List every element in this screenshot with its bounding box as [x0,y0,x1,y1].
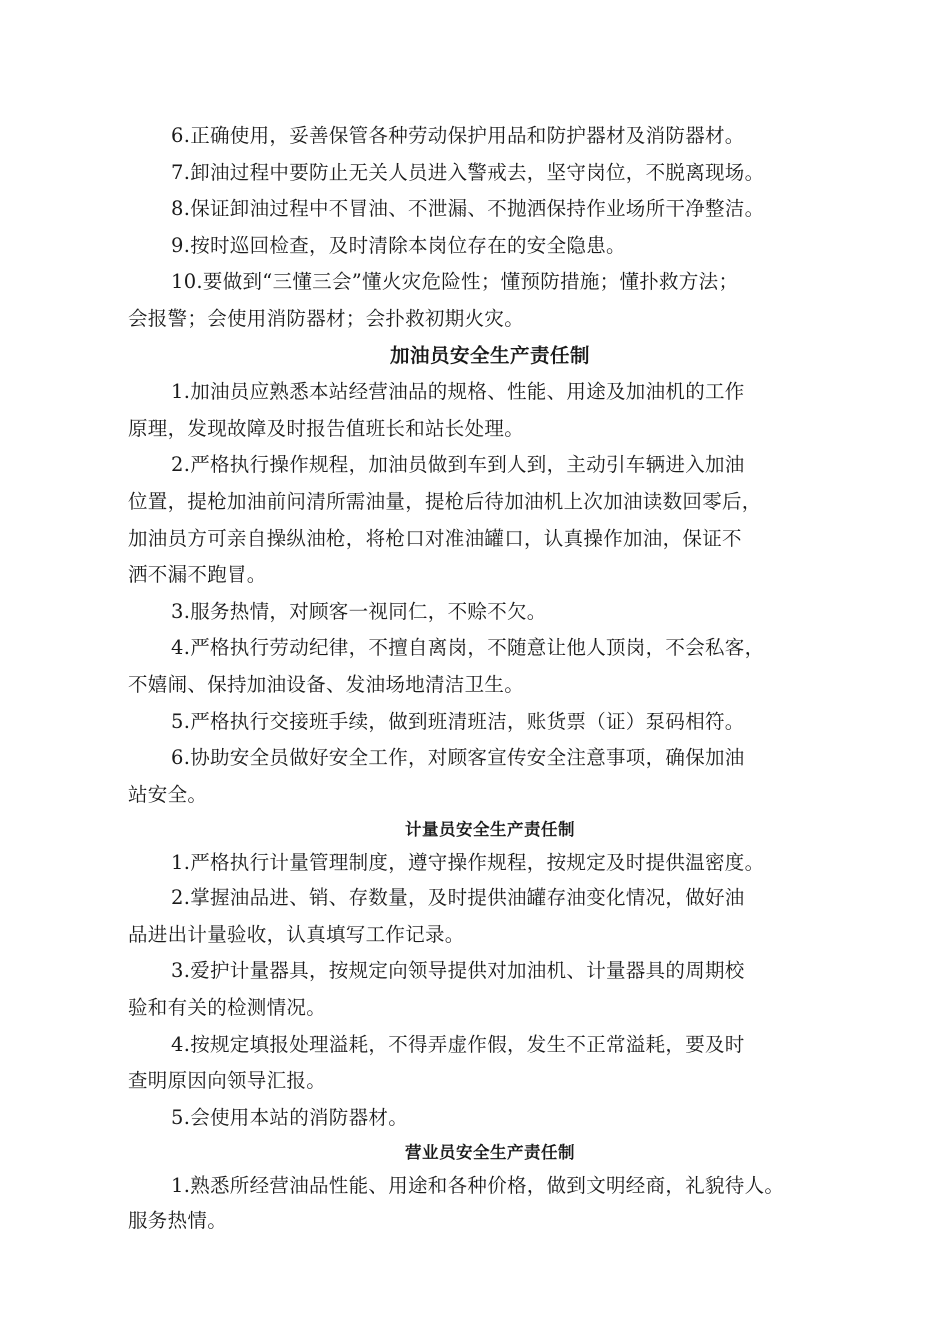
paragraph-line: 位置，提枪加油前问清所需油量，提枪后待加油机上次加油读数回零后， [128,489,762,513]
paragraph-line: 洒不漏不跑冒。 [128,563,267,587]
paragraph-line: 3.爱护计量器具，按规定向领导提供对加油机、计量器具的周期校 [171,959,745,983]
paragraph-line: 6.协助安全员做好安全工作，对顾客宣传安全注意事项，确保加油 [171,746,745,770]
section-title-sales: 营业员安全生产责任制 [405,1143,575,1163]
paragraph-line: 1.熟悉所经营油品性能、用途和各种价格，做到文明经商，礼貌待人。 [171,1174,785,1198]
paragraph-line: 10.要做到“三懂三会”懂火灾危险性；懂预防措施；懂扑救方法； [171,270,739,294]
paragraph-line: 会报警；会使用消防器材；会扑救初期火灾。 [128,306,525,330]
paragraph-line: 原理，发现故障及时报告值班长和站长处理。 [128,416,525,440]
paragraph-line: 2.严格执行操作规程，加油员做到车到人到，主动引车辆进入加油 [171,453,745,477]
paragraph-line: 1.严格执行计量管理制度，遵守操作规程，按规定及时提供温密度。 [171,851,765,875]
paragraph-line: 6.正确使用，妥善保管各种劳动保护用品和防护器材及消防器材。 [171,124,745,147]
paragraph-line: 验和有关的检测情况。 [128,996,327,1020]
document-page [128,118,852,1240]
paragraph-line: 1.加油员应熟悉本站经营油品的规格、性能、用途及加油机的工作 [171,380,745,404]
section-metering [128,813,852,1136]
paragraph-line: 服务热情。 [128,1209,228,1233]
paragraph-line: 4.按规定填报处理溢耗，不得弄虚作假，发生不正常溢耗，要及时 [171,1032,745,1056]
paragraph-line: 2.掌握油品进、销、存数量，及时提供油罐存油变化情况，做好油 [171,886,745,910]
paragraph-line: 站安全。 [128,782,208,806]
section-title-refueler: 加油员安全生产责任制 [389,343,590,367]
paragraph-line: 8.保证卸油过程中不冒油、不泄漏、不抛洒保持作业场所干净整洁。 [171,197,765,221]
paragraph-line: 不嬉闹、保持加油设备、发油场地清洁卫生。 [128,672,525,696]
paragraph-line: 品进出计量验收，认真填写工作记录。 [128,922,465,946]
paragraph-line: 3.服务热情，对顾客一视同仁，不赊不欠。 [171,599,547,623]
paragraph-line: 查明原因向领导汇报。 [128,1069,327,1093]
section-previous [128,118,852,338]
paragraph-line: 7.卸油过程中要防止无关人员进入警戒去，坚守岗位，不脱离现场。 [171,160,765,184]
paragraph-line: 5.会使用本站的消防器材。 [171,1105,409,1129]
paragraph-line: 9.按时巡回检查，及时清除本岗位存在的安全隐患。 [171,233,626,257]
section-title-metering: 计量员安全生产责任制 [405,820,575,840]
paragraph-line: 5.严格执行交接班手续，做到班清班洁，账货票（证）泵码相符。 [171,709,745,733]
paragraph-line: 4.严格执行劳动纪律，不擅自离岗，不随意让他人顶岗，不会私客， [171,636,765,660]
paragraph-line: 加油员方可亲自操纵油枪，将枪口对准油罐口，认真操作加油，保证不 [128,526,742,550]
section-refueler [128,338,852,814]
section-sales [128,1136,852,1240]
